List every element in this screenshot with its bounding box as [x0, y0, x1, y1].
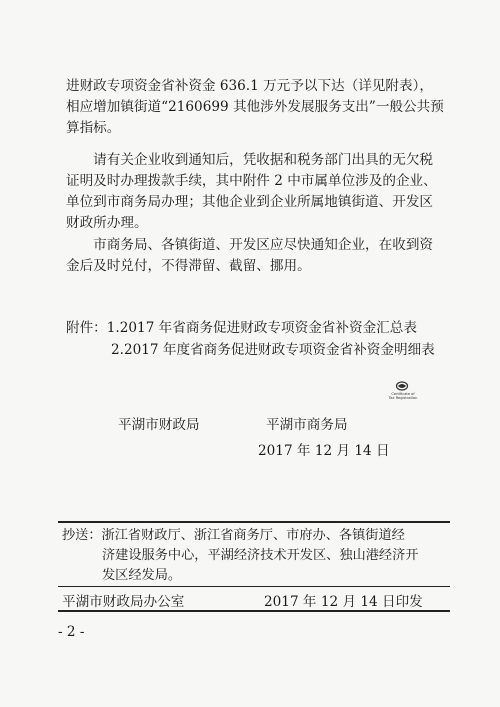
registration-stamp	[380, 381, 426, 405]
cc-line: 抄送：浙江省财政厅、浙江省商务厅、市府办、各镇街道经	[62, 528, 405, 543]
signature-commerce-bureau: 平湖市商务局	[266, 417, 348, 433]
divider-top	[58, 521, 450, 523]
attachments-label: 附件：	[66, 320, 107, 336]
text-line: 单位到市商务局办理；其他企业到企业所属地镇街道、开发区	[66, 194, 434, 210]
stamp-text-line: Certificate of	[391, 392, 415, 396]
text-line: 证明及时办理拨款手续，其中附件 2 中市属单位涉及的企业、	[66, 173, 437, 189]
text-line: 算指标。	[66, 120, 121, 136]
print-date: 2017 年 12 月 14 日印发	[264, 594, 423, 610]
divider-middle	[58, 586, 450, 587]
text-line: 市商务局、各镇街道、开发区应尽快通知企业，在收到资	[66, 237, 434, 253]
signature-date: 2017 年 12 月 14 日	[258, 443, 390, 459]
attachment-row-1	[66, 317, 435, 339]
attachment-row-2	[66, 339, 435, 361]
body-paragraph-2	[66, 150, 438, 234]
attachment-item: 2.2017 年度省商务促进财政专项资金省补资金明细表	[111, 342, 435, 358]
page-number: - 2 -	[58, 624, 85, 640]
attachments-block	[66, 317, 435, 361]
cc-line: 济建设服务中心，平湖经济技术开发区、独山港经济开	[102, 548, 419, 563]
text-line: 相应增加镇街道“2160699 其他涉外发展服务支出”一般公共预	[66, 99, 444, 115]
attachment-item: 1.2017 年省商务促进财政专项资金省补资金汇总表	[106, 320, 417, 336]
divider-bottom	[58, 610, 450, 612]
issuing-office: 平湖市财政局办公室	[62, 594, 185, 610]
text-line: 财政所办理。	[66, 215, 148, 231]
body-paragraph-3	[66, 235, 438, 277]
stamp-text	[380, 392, 426, 401]
stamp-logo-icon	[395, 381, 409, 391]
stamp-text-line: Tax Registration	[388, 396, 418, 401]
text-line: 进财政专项资金省补资金 636.1 万元予以下达（详见附表），	[66, 78, 434, 94]
signature-finance-bureau: 平湖市财政局	[118, 417, 200, 433]
text-line: 请有关企业收到通知后，凭收据和税务部门出具的无欠税	[66, 152, 434, 168]
cc-block	[62, 526, 419, 586]
text-line: 金后及时兑付，不得滞留、截留、挪用。	[66, 258, 311, 274]
body-paragraph-1	[66, 76, 444, 139]
cc-line: 发区经发局。	[102, 568, 182, 583]
